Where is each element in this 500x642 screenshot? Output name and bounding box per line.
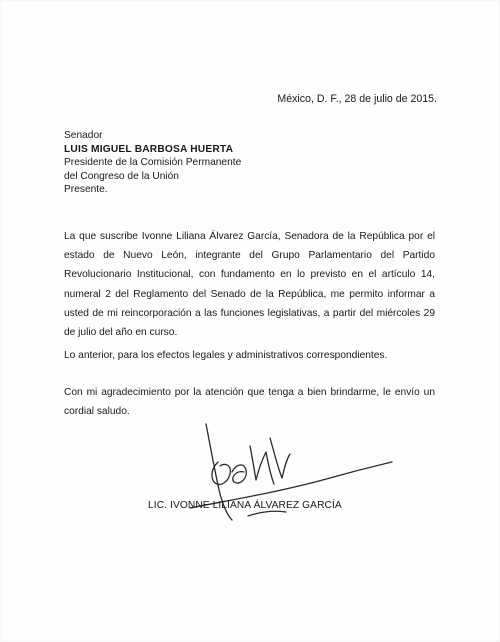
addressee-closing: Presente. [64, 184, 108, 196]
paragraph-main: La que suscribe Ivonne Liliana Álvarez García, Senadora de la República por el estado de Nuevo León, integrante del Grupo Parlamentario del Partido Revolucionario Institucional, con fundamento en lo previsto en el artículo 14, numeral 2 del Reglamento del Senado de la República, me permito informar a usted de mi reincorporación a las funciones legislativas, a partir del miércoles 29 de julio del año en curso. [64, 231, 435, 339]
addressee-block [64, 129, 241, 197]
addressee-title: Senador [64, 130, 103, 141]
paragraph-legal-effects: Lo anterior, para los efectos legales y administrativos correspondientes. [64, 350, 388, 361]
letter-date: México, D. F., 28 de julio de 2015. [277, 93, 437, 105]
signer-name: LIC. IVONNE LILIANA ÁLVAREZ GARCÍA [148, 500, 342, 511]
paragraph-greeting: Con mi agradecimiento por la atención que tenga a bien brindarme, le envío un cordial saludo. [64, 387, 435, 418]
signature-block [170, 416, 410, 528]
addressee-name: LUIS MIGUEL BARBOSA HUERTA [64, 143, 234, 155]
addressee-position-line1: Presidente de la Comisión Permanente [64, 157, 242, 169]
addressee-position-line2: del Congreso de la Unión [64, 170, 179, 182]
